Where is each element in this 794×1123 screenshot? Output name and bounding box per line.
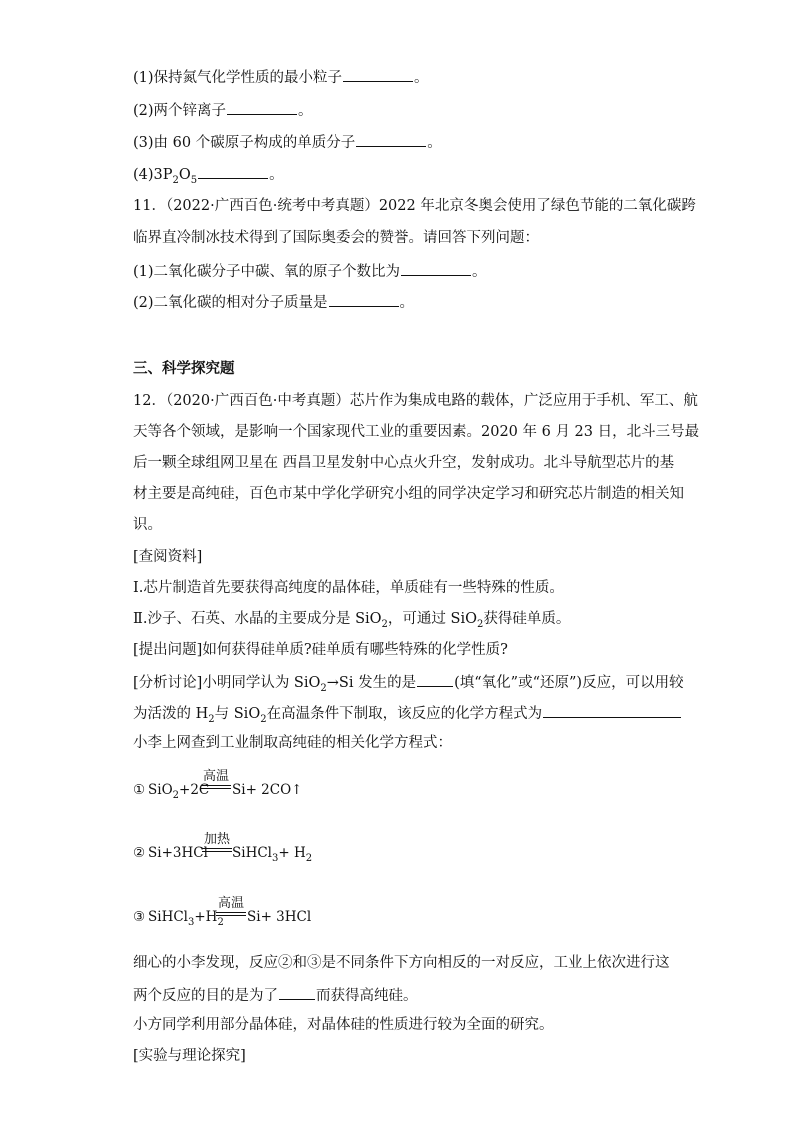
punct: 。 — [414, 70, 429, 86]
q12-line1: 12．（2020·广西百色·中考真题）芯片作为集成电路的载体，广泛应用于手机、军工、航 — [133, 393, 698, 409]
text: ，可通过 SiO — [387, 611, 477, 627]
reaction-condition — [216, 897, 246, 916]
text: (填“氧化”或“还原”)反应，可以用较 — [454, 675, 684, 691]
subscript: 2 — [260, 714, 267, 725]
condition-text: 高温 — [202, 769, 229, 784]
discussion-line2 — [133, 702, 682, 726]
equation-right: Si+ 3HCl — [247, 909, 312, 925]
answer-blank[interactable] — [543, 702, 681, 718]
subscript: 2 — [208, 714, 215, 725]
subscript: 2 — [381, 619, 388, 630]
equation-number: ③ — [133, 909, 146, 925]
formula-text: +2C — [179, 782, 210, 798]
subscript: 2 — [305, 853, 313, 864]
reaction-condition — [201, 770, 231, 789]
q10-part4 — [133, 163, 284, 187]
q11-part2-text: (2)二氧化碳的相对分子质量是 — [133, 295, 328, 311]
formula-text: SiHCl — [148, 909, 188, 925]
answer-blank[interactable] — [401, 260, 471, 276]
q12-line2: 天等各个领域，是影响一个国家现代工业的重要因素。2020 年 6 月 23 日，北斗三号最 — [133, 424, 700, 440]
answer-blank[interactable] — [356, 131, 426, 147]
subscript: 2 — [320, 683, 327, 694]
q10-part3-text: (3)由 60 个碳原子构成的单质分子 — [133, 135, 356, 151]
double-line — [201, 785, 231, 789]
condition-text: 高温 — [217, 896, 244, 911]
text: 与 SiO — [214, 706, 261, 722]
q10-part3 — [133, 131, 442, 153]
fang-line: 小方同学利用部分晶体硅，对晶体硅的性质进行较为全面的研究。 — [133, 1017, 554, 1033]
punct: 。 — [472, 264, 487, 280]
condition-text: 加热 — [203, 832, 230, 847]
q11-part1 — [133, 260, 487, 282]
q10-part2 — [133, 99, 313, 121]
q10-part1 — [133, 66, 429, 88]
equation-2 — [133, 833, 433, 873]
ref-item-2 — [133, 609, 570, 631]
q11-part1-text: (1)二氧化碳分子中碳、氧的原子个数比为 — [133, 264, 401, 280]
formula-text: SiHCl — [232, 845, 272, 861]
question-line: [提出问题]如何获得硅单质?硅单质有哪些特殊的化学性质? — [133, 642, 508, 658]
equation-right — [232, 845, 313, 864]
subscript: 2 — [172, 175, 179, 186]
equation-left — [148, 909, 224, 928]
formula-text: O — [178, 167, 191, 183]
punct: 。 — [427, 135, 442, 151]
equation-1 — [133, 770, 433, 810]
punct: 。 — [399, 295, 415, 311]
equation-number: ② — [133, 845, 146, 861]
equation-3 — [133, 897, 433, 937]
section-title: 三、科学探究题 — [133, 361, 235, 377]
subscript: 3 — [188, 917, 195, 928]
ref-heading: [查阅资料] — [133, 549, 203, 565]
double-line — [202, 848, 232, 852]
equation-right: Si+ 2CO↑ — [232, 782, 303, 798]
equation-left: Si+3HCl — [148, 845, 208, 861]
text: 而获得高纯硅。 — [316, 988, 418, 1004]
answer-blank[interactable] — [417, 671, 453, 687]
punct: 。 — [298, 103, 313, 119]
q10-part1-text: (1)保持氮气化学性质的最小粒子 — [133, 70, 343, 86]
equation-number: ① — [133, 782, 146, 798]
subscript: 2 — [217, 917, 224, 928]
subscript: 3 — [272, 853, 279, 864]
text: 为活泼的 H — [133, 706, 209, 722]
q12-line4: 材主要是高纯硅，百色市某中学化学研究小组的同学决定学习和研究芯片制造的相关知 — [133, 486, 684, 502]
text: Ⅱ.沙子、石英、水晶的主要成分是 SiO — [133, 611, 382, 627]
punct: 。 — [269, 167, 284, 183]
q11-line1: 11．（2022·广西百色·统考中考真题）2022 年北京冬奥会使用了绿色节能的二氧化碳跨 — [133, 198, 696, 214]
double-line — [216, 912, 246, 916]
text: 两个反应的目的是为了 — [133, 988, 278, 1004]
text: →Si 发生的是 — [326, 675, 417, 691]
after-line1: 细心的小李发现，反应②和③是不同条件下方向相反的一对反应，工业上依次进行这 — [133, 955, 670, 971]
answer-blank[interactable] — [329, 291, 399, 307]
formula-text: + H — [278, 845, 306, 861]
text: 获得硅单质。 — [483, 611, 571, 627]
subscript: 2 — [476, 619, 484, 630]
reaction-condition — [202, 833, 232, 852]
answer-blank[interactable] — [198, 163, 268, 179]
text: 在高温条件下制取，该反应的化学方程式为 — [266, 706, 543, 722]
q10-part2-text: (2)两个锌离子 — [133, 103, 227, 119]
subscript: 2 — [172, 790, 180, 801]
formula-text: (4)3P — [133, 167, 173, 183]
experiment-heading: [实验与理论探究] — [133, 1048, 246, 1064]
answer-blank[interactable] — [343, 66, 413, 82]
text: [分析讨论]小明同学认为 SiO — [133, 675, 321, 691]
q12-line3: 后一颗全球组网卫星在 西昌卫星发射中心点火升空，发射成功。北斗导航型芯片的基 — [133, 455, 675, 471]
answer-blank[interactable] — [279, 984, 315, 1000]
q12-line5: 识。 — [133, 517, 162, 533]
formula-text: +H — [194, 909, 218, 925]
q11-part2 — [133, 291, 414, 313]
subscript: 5 — [190, 175, 198, 186]
ref-item-1: Ⅰ.芯片制造首先要获得高纯度的晶体硅，单质硅有一些特殊的性质。 — [133, 580, 564, 596]
q11-line2: 临界直冷制冰技术得到了国际奥委会的赞誉。请回答下列问题： — [133, 230, 539, 246]
answer-blank[interactable] — [227, 99, 297, 115]
formula-text: SiO — [148, 782, 173, 798]
after-line2 — [133, 984, 418, 1006]
li-line: 小李上网查到工业制取高纯硅的相关化学方程式： — [133, 735, 452, 751]
discussion-line1 — [133, 671, 684, 695]
